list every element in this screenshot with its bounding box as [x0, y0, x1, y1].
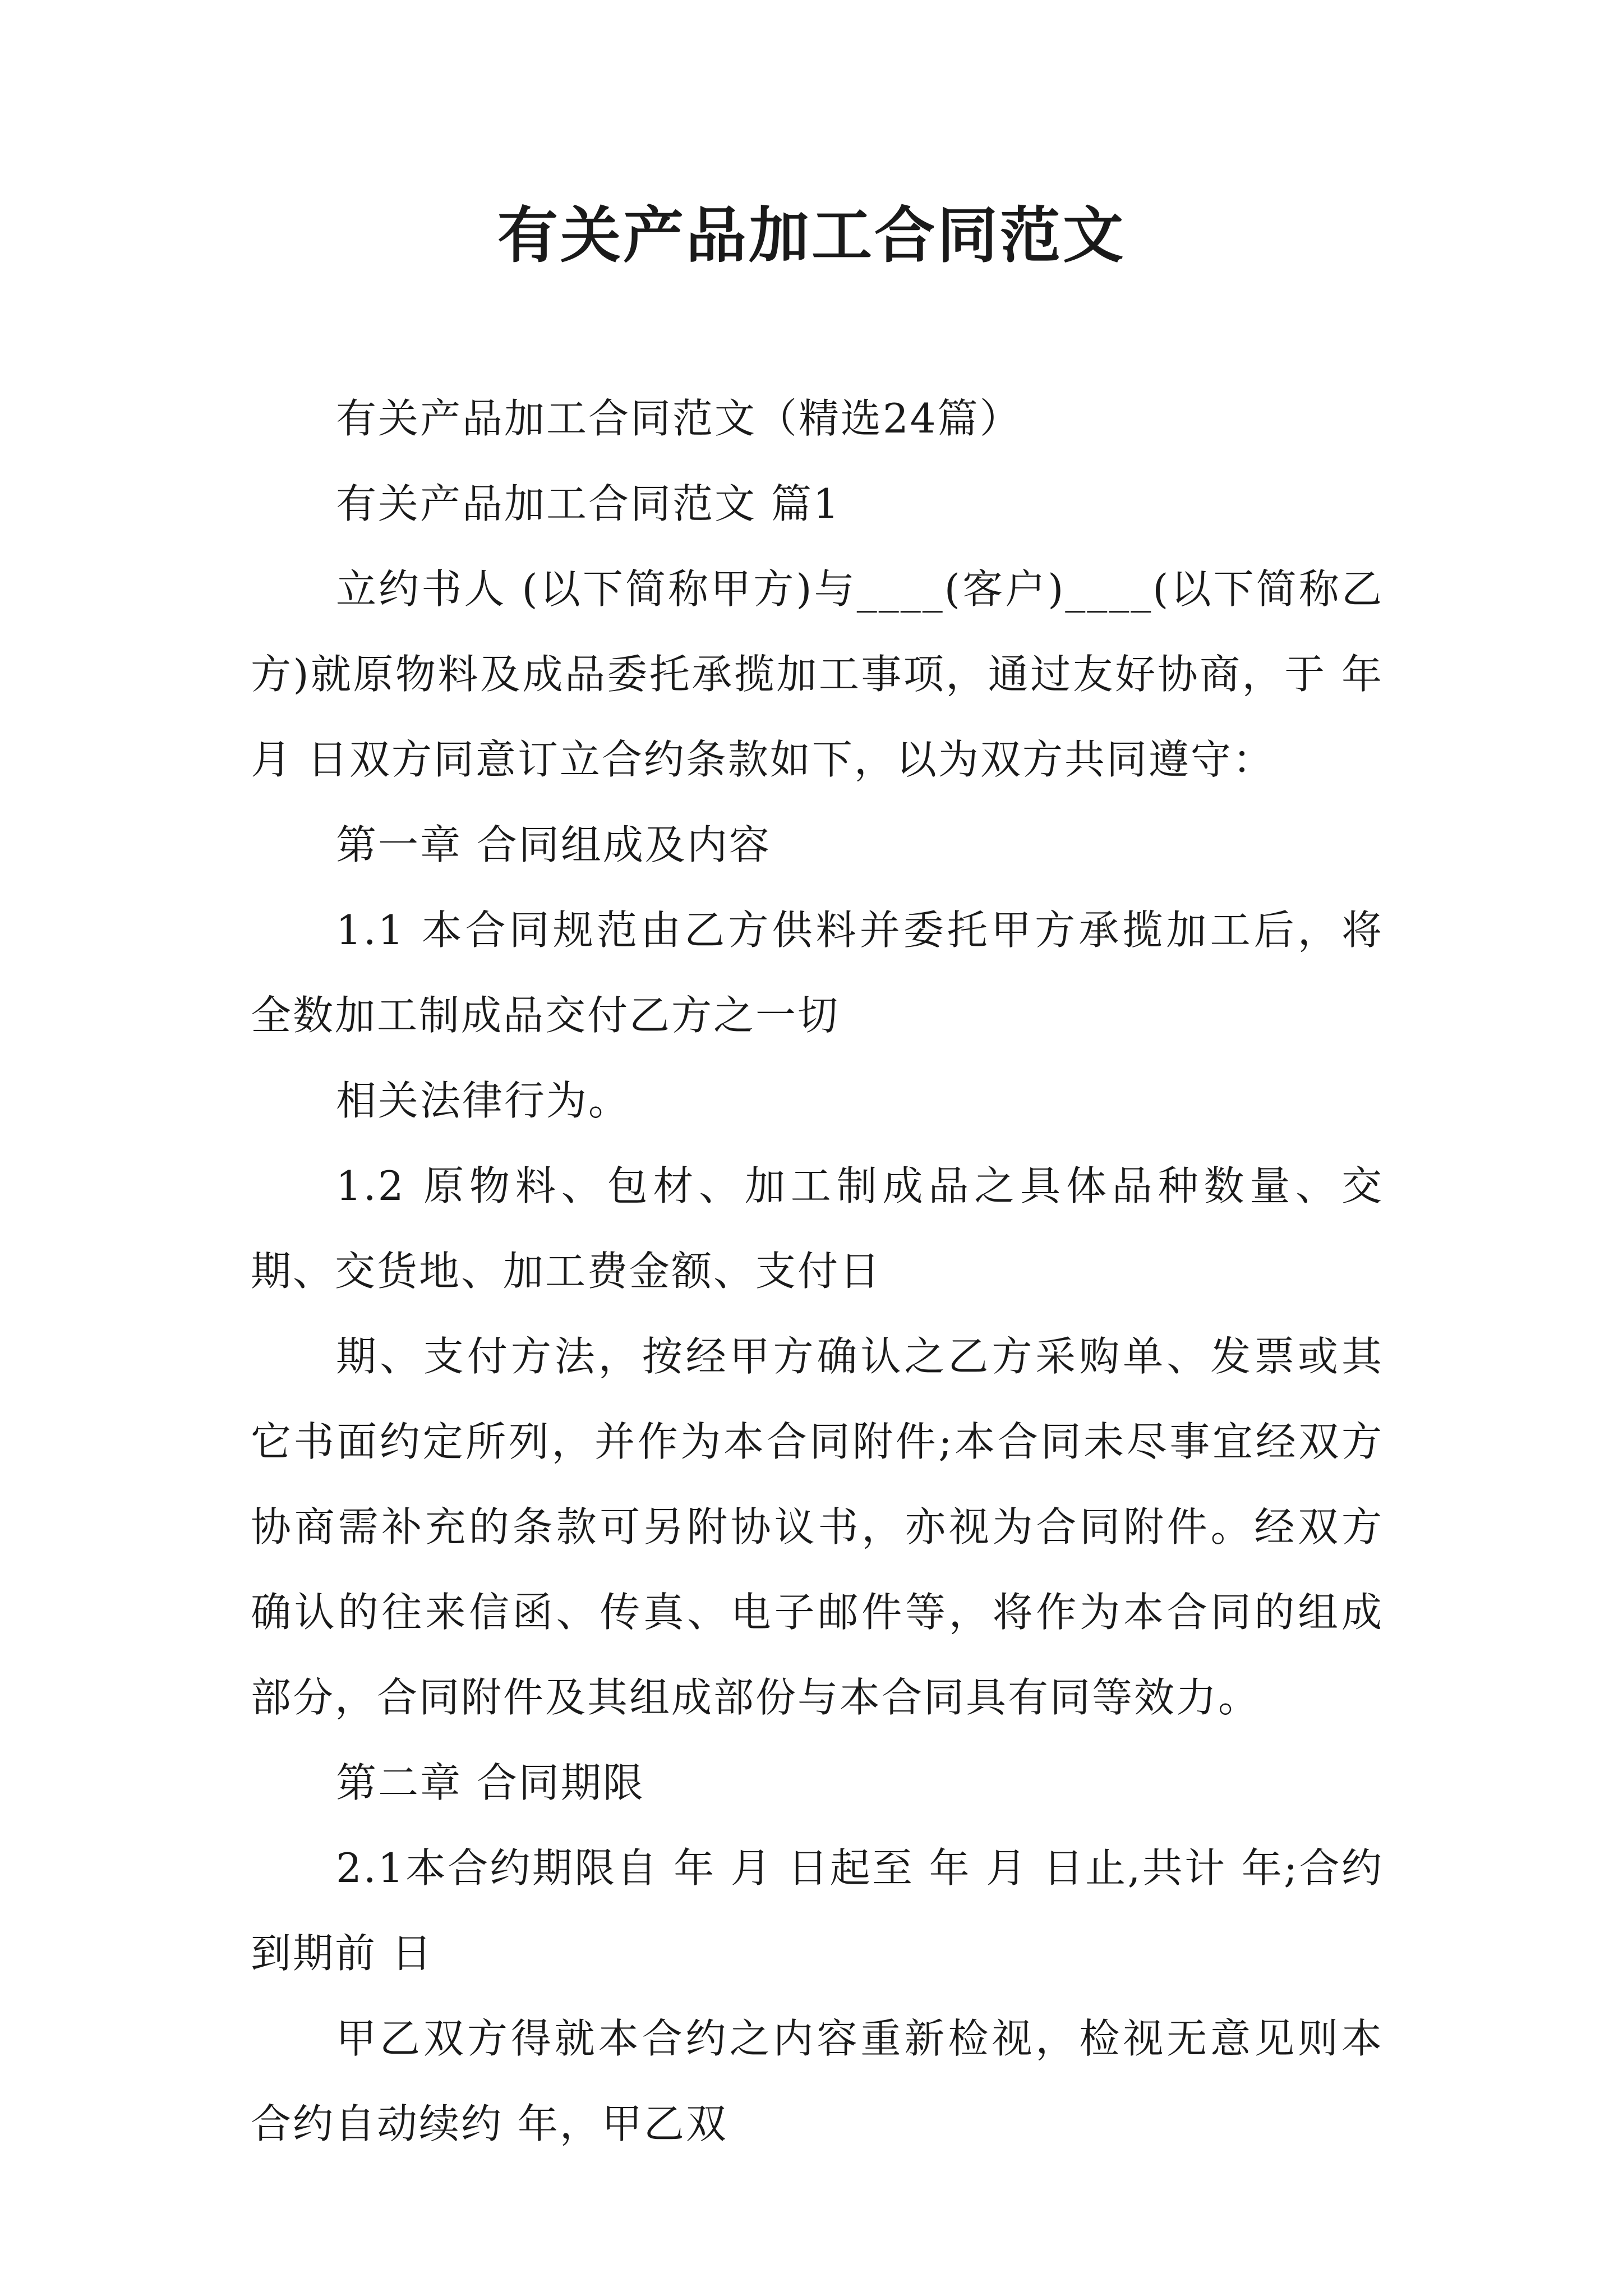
document-title: 有关产品加工合同范文 — [497, 200, 1126, 271]
clause-2-1-continued: 甲乙双方得就本合约之内容重新检视，检视无意见则本合约自动续约 年，甲乙双 — [251, 2015, 1384, 2147]
paragraph-parties: 立约书人 (以下简称甲方)与____(客户)____(以下简称乙方)就原物料及成品委托承揽加工事项，通过友好协商，于 年 月 日双方同意订立合约条款如下，以为双方共同遵守： — [251, 565, 1384, 783]
clause-2-1: 2.1本合约期限自 年 月 日起至 年 月 日止,共计 年;合约到期前 日 — [251, 1844, 1384, 1977]
document-body — [251, 376, 1384, 2166]
chapter-heading-2: 第二章 合同期限 — [336, 1759, 645, 1806]
paragraph-section-heading: 有关产品加工合同范文 篇1 — [336, 480, 841, 527]
clause-1-2: 1.2 原物料、包材、加工制成品之具体品种数量、交期、交货地、加工费金额、支付日 — [251, 1162, 1384, 1295]
clause-1-2-continued: 期、支付方法，按经甲方确认之乙方采购单、发票或其它书面约定所列，并作为本合同附件;本合同未尽事宜经双方协商需补充的条款可另附协议书，亦视为合同附件。经双方确认的往来信函、传真、电子邮件等，将作为本合同的组成部分，合同附件及其组成部份与本合同具有同等效力。 — [251, 1333, 1384, 1721]
paragraph-subtitle: 有关产品加工合同范文（精选24篇） — [336, 395, 1022, 442]
clause-1-1: 1.1 本合同规范由乙方供料并委托甲方承揽加工后，将全数加工制成品交付乙方之一切 — [251, 907, 1384, 1039]
chapter-heading-1: 第一章 合同组成及内容 — [336, 821, 771, 868]
clause-1-1-continued: 相关法律行为。 — [336, 1077, 631, 1124]
